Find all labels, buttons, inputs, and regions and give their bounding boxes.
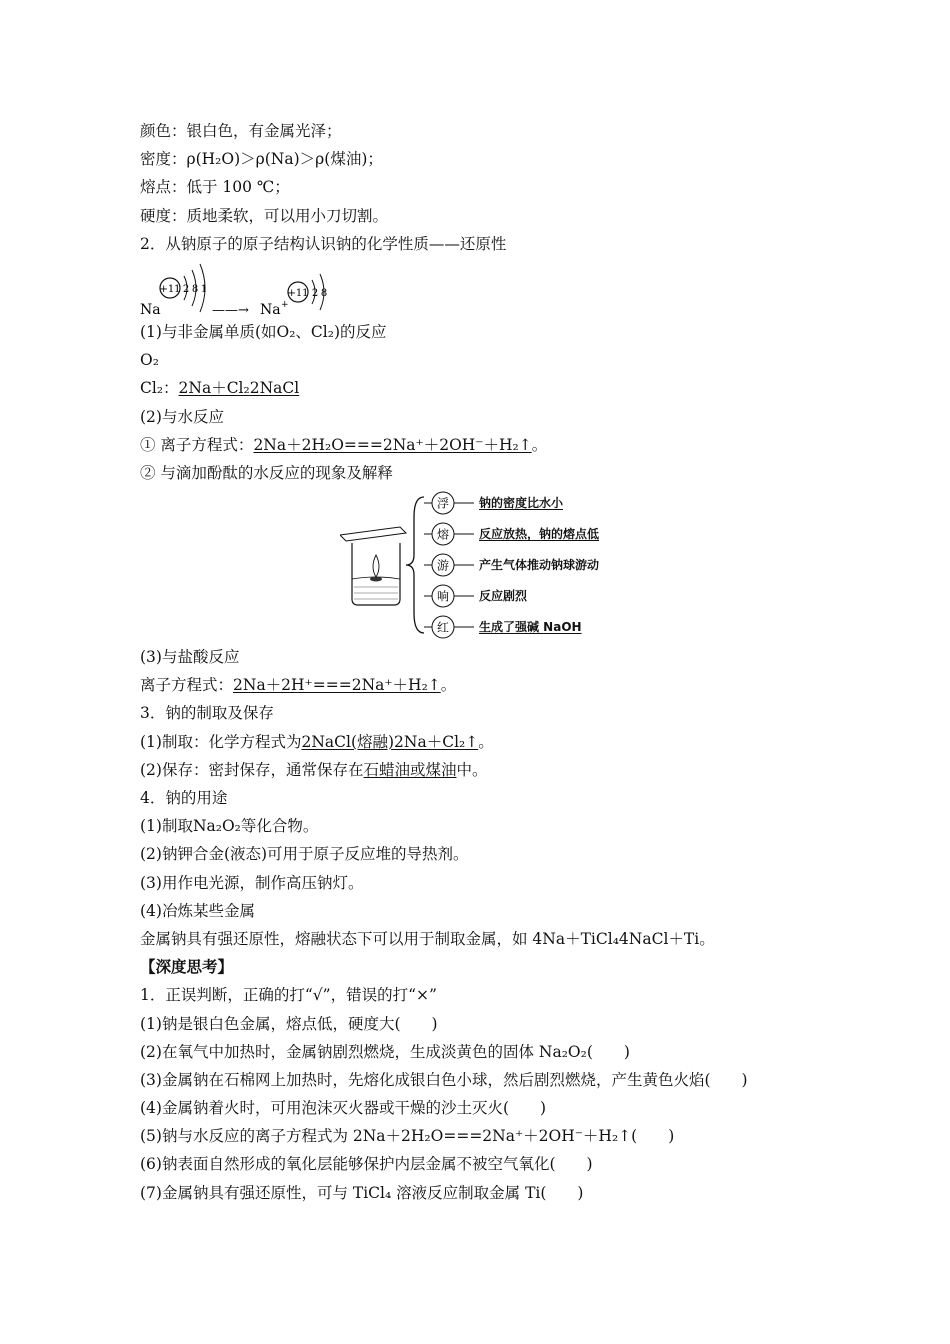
judgement-item: (5)钠与水反应的离子方程式为 2Na＋2H₂O===2Na⁺＋2OH⁻＋H₂↑( ) — [140, 1127, 675, 1146]
phenomenon-char-red: 红 — [436, 620, 450, 635]
reaction-o2: O₂ — [140, 351, 159, 370]
use-item: 金属钠具有强还原性，熔融状态下可以用于制取金属，如 4Na＋TiCl₄4NaCl＋Ti。 — [140, 929, 715, 948]
use-item: (4)冶炼某些金属 — [140, 901, 255, 920]
deep-thinking-title: 【深度思考】 — [140, 957, 234, 977]
phenomenon-text-red: 生成了强碱 NaOH — [479, 620, 582, 635]
phenomenon-text-sound: 反应剧烈 — [479, 589, 528, 604]
judgement-item: (4)金属钠着火时，可用泡沫灭火器或干燥的沙土灭火( ) — [140, 1099, 547, 1118]
make-end: 。 — [478, 732, 494, 751]
na-shell-1: 2 — [182, 283, 190, 295]
cl2-label: Cl₂： — [140, 379, 179, 398]
atom-structure-diagram — [140, 258, 840, 318]
question-1: 1．正误判断，正确的打“√”，错误的打“×” — [140, 986, 437, 1005]
property-melting-point: 熔点：低于 100 ℃； — [140, 178, 290, 197]
reaction-hcl-ionic — [140, 671, 840, 699]
judgement-item: (3)金属钠在石棉网上加热时，先熔化成银白色小球，然后剧烈燃烧，产生黄色火焰( ) — [140, 1070, 748, 1089]
ionic-equation: 2Na＋2H₂O===2Na⁺＋2OH⁻＋H₂↑ — [253, 435, 532, 454]
reaction-hcl-title: (3)与盐酸反应 — [140, 648, 240, 667]
property-hardness: 硬度：质地柔软，可以用小刀切割。 — [140, 206, 389, 225]
hcl-label: 离子方程式： — [140, 676, 234, 695]
atom-diagram-svg — [140, 258, 380, 318]
document-body — [140, 117, 840, 1207]
make-label: (1)制取：化学方程式为 — [140, 732, 302, 751]
hcl-equation: 2Na＋2H⁺===2Na⁺＋H₂↑ — [233, 676, 441, 695]
phenomenon-text-move: 产生气体推动钠球游动 — [479, 558, 600, 573]
ion-nucleus-label: +11 — [287, 287, 309, 299]
phenomena-title: ② 与滴加酚酞的水反应的现象及解释 — [140, 463, 393, 482]
keep-label: (2)保存：密封保存，通常保存在 — [140, 760, 364, 779]
reaction-cl2 — [140, 374, 840, 402]
experiment-figure — [140, 487, 840, 643]
ion-shell-2: 8 — [320, 287, 328, 299]
section-2-title: 2．从钠原子的原子结构认识钠的化学性质——还原性 — [140, 234, 507, 253]
phenomenon-char-float: 浮 — [436, 496, 450, 511]
section-4-title: 4．钠的用途 — [140, 789, 228, 807]
phenomenon-text-melt: 反应放热，钠的熔点低 — [479, 527, 600, 542]
phenomenon-char-move: 游 — [436, 558, 450, 573]
hcl-end: 。 — [440, 676, 457, 695]
reaction-water-ionic — [140, 431, 840, 459]
judgement-item: (2)在氧气中加热时，金属钠剧烈燃烧，生成淡黄色的固体 Na₂O₂( ) — [140, 1042, 630, 1061]
use-item: (2)钠钾合金(液态)可用于原子反应堆的导热剂。 — [140, 845, 469, 864]
na-shell-3: 1 — [200, 283, 208, 295]
keep-value: 石蜡油或煤油 — [363, 760, 457, 779]
na-nucleus-label: +11 — [159, 283, 181, 295]
use-item: (1)制取Na₂O₂等化合物。 — [140, 817, 319, 836]
judgement-item: (6)钠表面自然形成的氧化层能够保护内层金属不被空气氧化( ) — [140, 1155, 593, 1174]
na-ion-charge: + — [281, 299, 289, 310]
ionic-eq-end: 。 — [531, 435, 548, 454]
keep-end: 中。 — [456, 760, 488, 779]
atom-na-label: Na — [140, 301, 161, 318]
atom-na-ion-label: Na — [260, 301, 281, 318]
na-shell-2: 8 — [191, 283, 199, 295]
sodium-storage — [140, 756, 840, 784]
reaction-nonmetal-title: (1)与非金属单质(如O₂、Cl₂)的反应 — [140, 322, 387, 341]
ion-shell-1: 2 — [311, 287, 319, 299]
sodium-preparation — [140, 728, 840, 756]
make-equation: 2NaCl(熔融)2Na＋Cl₂↑ — [301, 732, 479, 751]
judgement-item: (7)金属钠具有强还原性，可与 TiCl₄ 溶液反应制取金属 Ti( ) — [140, 1183, 584, 1202]
phenomenon-char-melt: 熔 — [436, 527, 450, 542]
phenomenon-text-float: 钠的密度比水小 — [479, 496, 564, 511]
cl2-equation: 2Na＋Cl₂2NaCl — [178, 379, 300, 398]
property-color: 颜色：银白色，有金属光泽； — [140, 122, 342, 140]
reaction-arrow: ——→ — [212, 302, 249, 318]
use-item: (3)用作电光源，制作高压钠灯。 — [140, 873, 364, 892]
section-3-title: 3．钠的制取及保存 — [140, 704, 274, 723]
ionic-eq-label: ① 离子方程式： — [140, 435, 254, 454]
phenomenon-char-sound: 响 — [436, 589, 450, 604]
property-density: 密度：ρ(H₂O)＞ρ(Na)＞ρ(煤油)； — [140, 150, 383, 169]
reaction-water-title: (2)与水反应 — [140, 407, 224, 426]
judgement-item: (1)钠是银白色金属，熔点低，硬度大( ) — [140, 1014, 438, 1033]
